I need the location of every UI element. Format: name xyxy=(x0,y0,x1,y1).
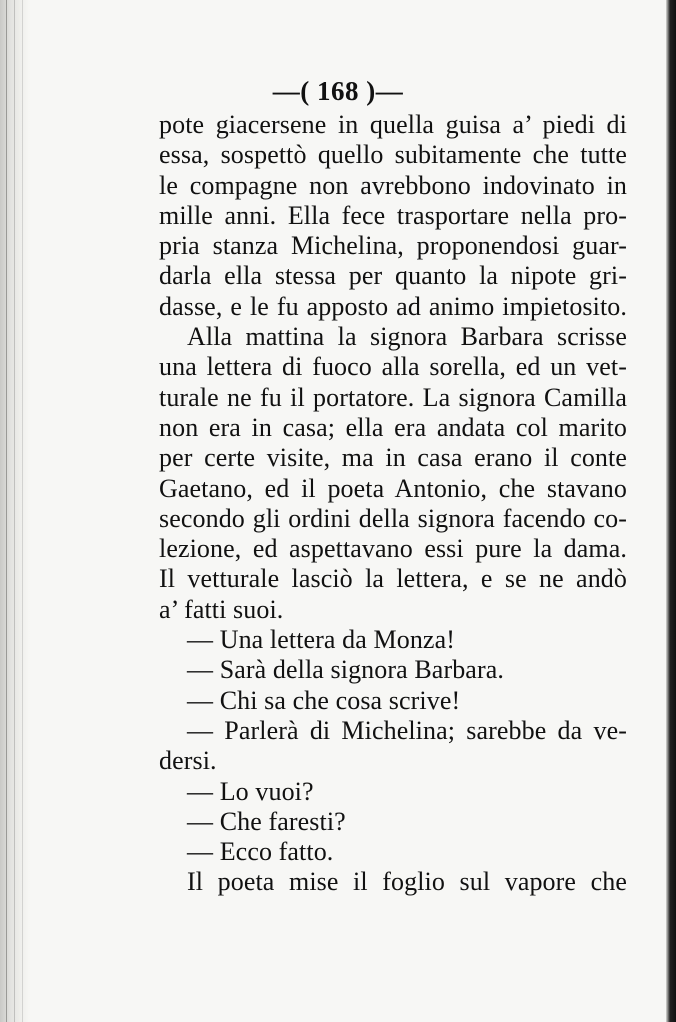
text-line: per certe visite, ma in casa erano il conte xyxy=(159,443,627,473)
text-line: una lettera di fuoco alla sorella, ed un vet- xyxy=(159,352,627,382)
body-text xyxy=(159,110,627,898)
text-line: turale ne fu il portatore. La signora Camilla xyxy=(159,382,627,412)
binding-line xyxy=(22,0,23,1022)
text-line: pote giacersene in quella guisa a’ piedi di xyxy=(159,110,627,139)
dialogue-line: — Chi sa che cosa scrive! xyxy=(187,685,461,715)
binding-shadow xyxy=(0,0,30,1022)
text-line: pria stanza Michelina, proponendosi guar- xyxy=(159,231,627,261)
text-line: Il poeta mise il foglio sul vapore che xyxy=(187,867,627,897)
text-line: dasse, e le fu apposto ad animo impietosito. xyxy=(159,291,627,321)
binding-line xyxy=(6,0,7,1022)
binding-line xyxy=(14,0,15,1022)
text-line: essa, sospettò quello subitamente che tutte xyxy=(159,140,627,170)
dialogue-line: — Sarà della signora Barbara. xyxy=(187,655,504,685)
text-line: dersi. xyxy=(159,746,217,776)
dialogue-line: — Parlerà di Michelina; sarebbe da ve- xyxy=(187,715,627,745)
text-line: a’ fatti suoi. xyxy=(159,594,284,624)
dialogue-line: — Una lettera da Monza! xyxy=(187,625,455,655)
page-number: —( 168 )— xyxy=(272,76,404,106)
text-line: secondo gli ordini della signora facendo co- xyxy=(159,503,627,533)
text-line: le compagne non avrebbono indovinato in xyxy=(159,170,627,200)
dialogue-line: — Lo vuoi? xyxy=(187,776,314,806)
text-line: darla ella stessa per quanto la nipote gri- xyxy=(159,261,627,291)
text-line: lezione, ed aspettavano essi pure la dama. xyxy=(159,534,627,564)
dialogue-line: — Ecco fatto. xyxy=(187,837,334,867)
text-line: Gaetano, ed il poeta Antonio, che stavano xyxy=(159,473,627,503)
text-line: Il vetturale lasciò la lettera, e se ne andò xyxy=(159,564,627,594)
page-edge xyxy=(666,0,676,1022)
dialogue-line: — Che faresti? xyxy=(187,806,346,836)
text-line: non era in casa; ella era andata col marito xyxy=(159,412,627,442)
text-line: Alla mattina la signora Barbara scrisse xyxy=(187,322,627,352)
text-line: mille anni. Ella fece trasportare nella pro- xyxy=(159,200,627,230)
